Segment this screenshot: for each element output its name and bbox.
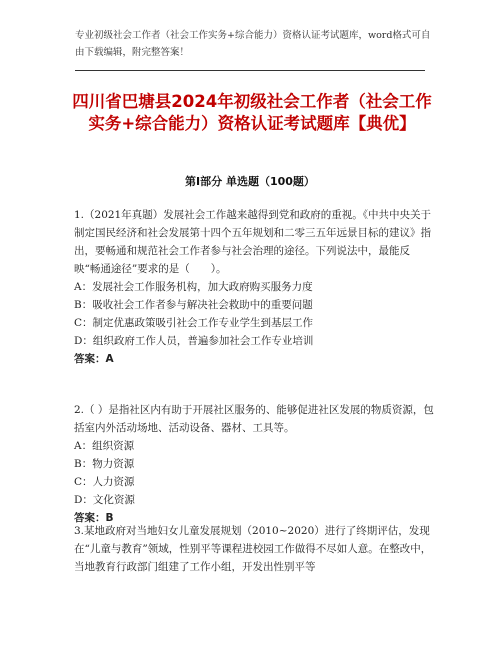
option-b: B：吸收社会工作者参与解决社会救助中的重要问题	[74, 299, 313, 311]
option-d: D：文化资源	[74, 494, 135, 506]
answer: 答案：B	[74, 512, 114, 524]
question-1	[74, 206, 434, 368]
question-stem: 2.（ ）是指社区内有助于开展社区服务的、能够促进社区发展的物质资源，包括室内外活动场地、活动设备、器材、工具等。	[74, 404, 434, 434]
question-stem: 1.（2021年真题）发展社会工作越来越得到党和政府的重视。《中共中央关于制定国民经济和社会发展第十四个五年规划和二零三五年远景目标的建议》指出，要畅通和规范社会工作者参与社会治理的途径。下列说法中，最能反映“畅通途径”要求的是（ ）。	[74, 209, 431, 275]
question-2	[74, 401, 434, 527]
option-c: C：制定优惠政策吸引社会工作专业学生到基层工作	[74, 317, 314, 329]
answer: 答案：A	[74, 353, 114, 365]
option-c: C：人力资源	[74, 476, 135, 488]
header-note: 专业初级社会工作者（社会工作实务+综合能力）资格认证考试题库，word格式可自由下载编辑，附完整答案！	[75, 30, 431, 58]
header-divider	[75, 70, 425, 71]
option-d: D：组织政府工作人员，普遍参加社会工作专业培训	[74, 335, 314, 347]
question-stem: 3.某地政府对当地妇女儿童发展规划（2010~2020）进行了终期评估，发现在“儿童与教育”领域，性别平等课程进校园工作做得不尽如人意。在整改中，当地教育行政部门组建了工作小组，开发出性别平等	[74, 525, 432, 573]
question-3	[74, 522, 434, 576]
document-title: 四川省巴塘县2024年初级社会工作者（社会工作实务+综合能力）资格认证考试题库【典优】	[72, 92, 432, 133]
option-a: A：发展社会工作服务机构，加大政府购买服务力度	[74, 281, 313, 293]
option-b: B：物力资源	[74, 458, 135, 470]
section-title: 第Ⅰ部分 单选题（100题）	[185, 175, 315, 188]
option-a: A：组织资源	[74, 440, 135, 452]
